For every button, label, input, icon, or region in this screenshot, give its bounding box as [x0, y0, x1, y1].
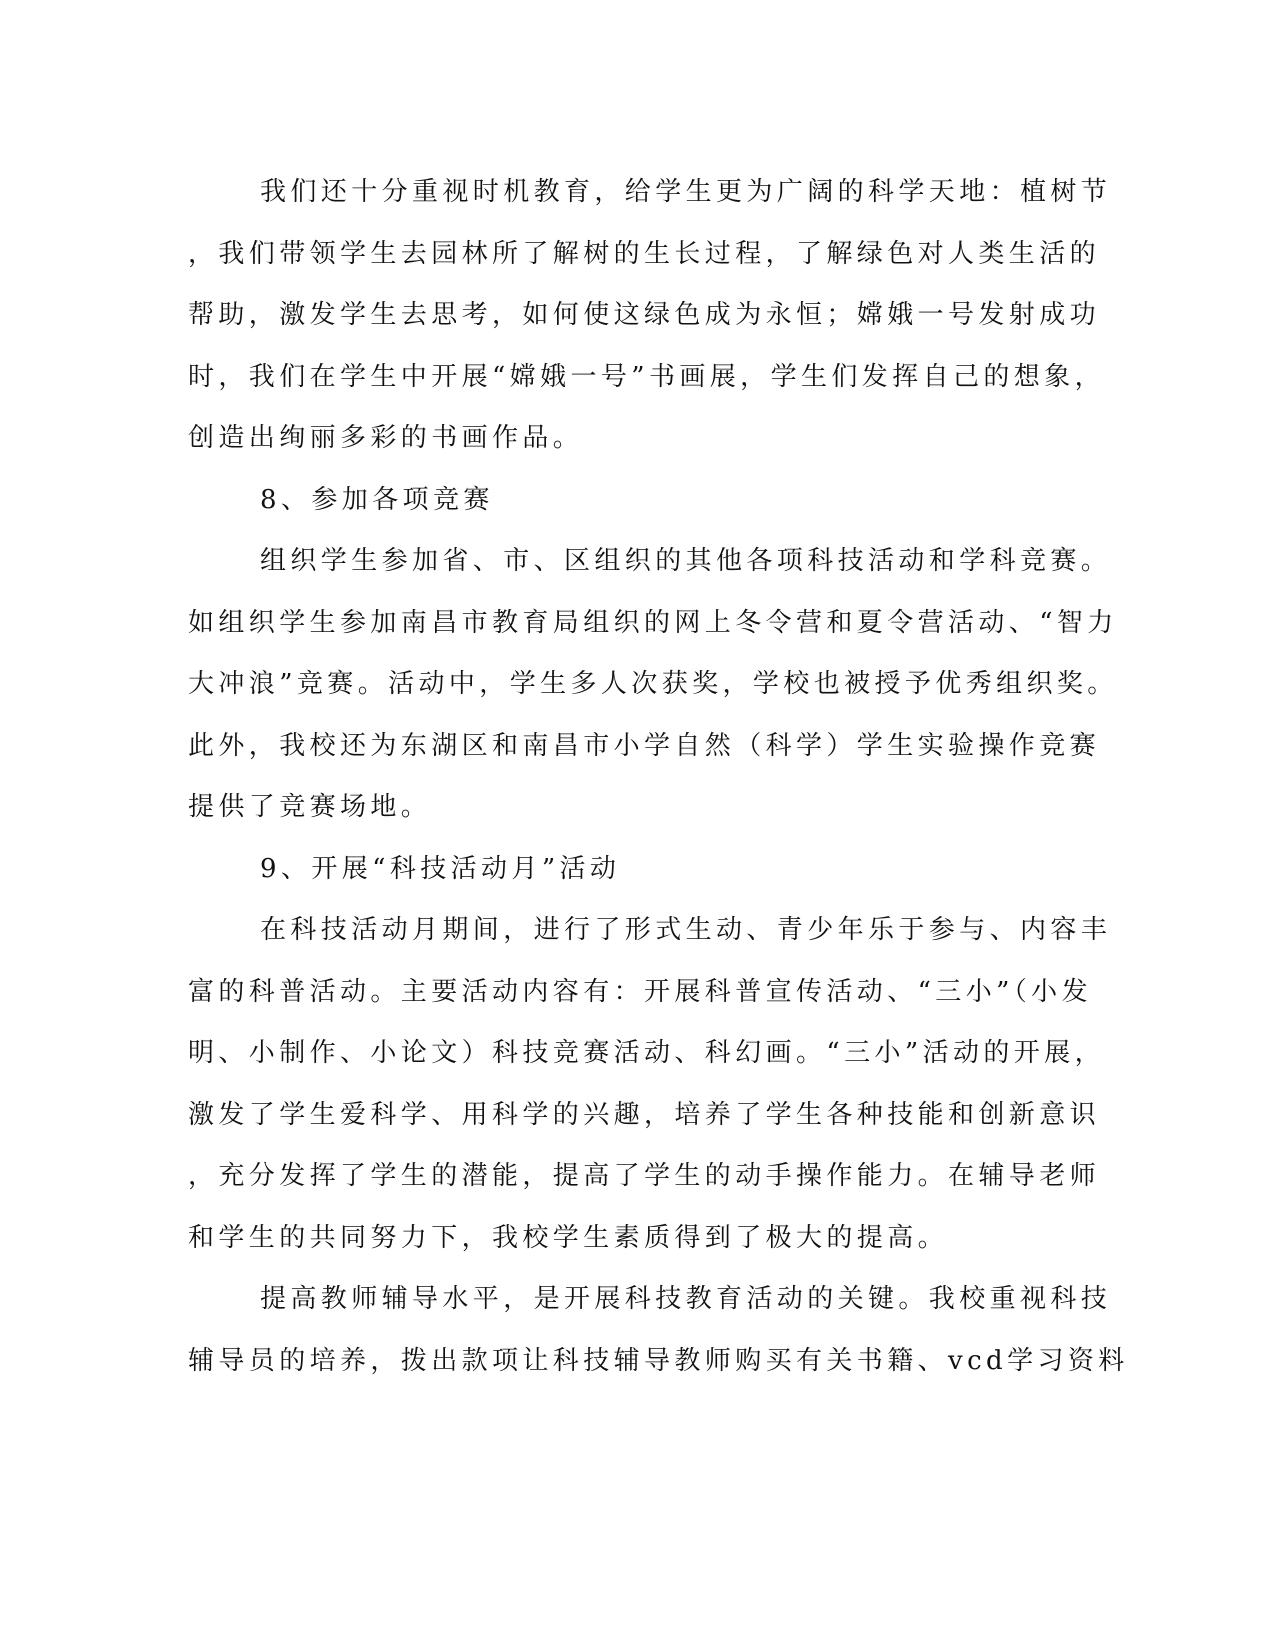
- paragraph-line: 富的科普活动。主要活动内容有：开展科普宣传活动、“三小”（小发: [188, 976, 1092, 1007]
- paragraph-line: 如组织学生参加南昌市教育局组织的网上冬令营和夏令营活动、“智力: [188, 607, 1118, 638]
- paragraph-line: 明、小制作、小论文）科技竞赛活动、科幻画。“三小”活动的开展，: [188, 1038, 1105, 1068]
- section-heading: 9、开展“科技活动月”活动: [260, 853, 621, 884]
- paragraph-line: 和学生的共同努力下，我校学生素质得到了极大的提高。: [188, 1222, 949, 1253]
- paragraph-line: 组织学生参加省、市、区组织的其他各项科技活动和学科竞赛。: [260, 546, 1112, 576]
- paragraph-line: 提供了竞赛场地。: [188, 792, 432, 822]
- paragraph-line: 在科技活动月期间，进行了形式生动、青少年乐于参与、内容丰: [260, 915, 1112, 945]
- paragraph-line: ，充分发挥了学生的潜能，提高了学生的动手操作能力。在辅导老师: [188, 1161, 1101, 1191]
- paragraph-line: ，我们带领学生去园林所了解树的生长过程，了解绿色对人类生活的: [188, 238, 1101, 269]
- paragraph-line: 帮助，激发学生去思考，如何使这绿色成为永恒；嫦娥一号发射成功: [188, 300, 1101, 330]
- paragraph-line: 提高教师辅导水平，是开展科技教育活动的关键。我校重视科技: [260, 1284, 1112, 1314]
- paragraph-line: 大冲浪”竞赛。活动中，学生多人次获奖，学校也被授予优秀组织奖。: [188, 669, 1118, 699]
- paragraph-line: 时，我们在学生中开展“嫦娥一号”书画展，学生们发挥自己的想象，: [188, 361, 1105, 392]
- section-heading: 8、参加各项竞赛: [260, 484, 494, 515]
- paragraph-line: 我们还十分重视时机教育，给学生更为广阔的科学天地：植树节: [260, 177, 1112, 207]
- paragraph-line: 创造出绚丽多彩的书画作品。: [188, 423, 584, 453]
- paragraph-line: 激发了学生爱科学、用科学的兴趣，培养了学生各种技能和创新意识: [188, 1099, 1101, 1130]
- paragraph-line: 此外，我校还为东湖区和南昌市小学自然（科学）学生实验操作竞赛: [188, 730, 1101, 761]
- document-body: [188, 162, 1129, 1392]
- paragraph-line: 辅导员的培养，拨出款项让科技辅导教师购买有关书籍、vcd学习资料: [188, 1345, 1129, 1376]
